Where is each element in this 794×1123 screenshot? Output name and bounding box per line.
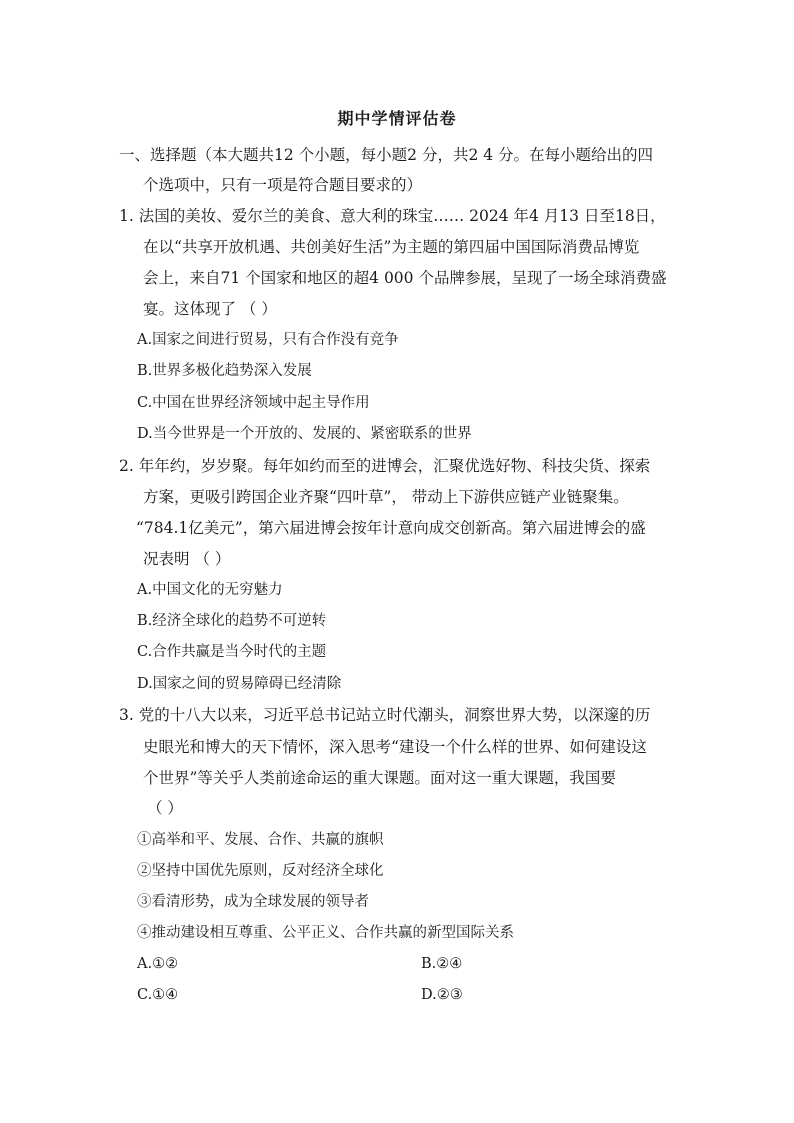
question-1-line-4: 宴。这体现了 （ ） [143,300,277,318]
question-3-item-2: ②坚持中国优先原则，反对经济全球化 [137,863,384,879]
question-2-line-3: “784.1亿美元”，第六届进博会按年计意向成交创新高。第六届进博会的盛 [136,519,646,537]
question-1-option-a: A.国家之间进行贸易，只有合作没有竞争 [137,332,399,348]
question-2-option-c: C.合作共赢是当今时代的主题 [137,644,327,660]
question-3-item-4: ④推动建设相互尊重、公平正义、合作共赢的新型国际关系 [137,925,514,941]
question-2-line-1: 2. 年年约，岁岁聚。每年如约而至的进博会，汇聚优选好物、科技尖货、探索 [119,457,651,475]
question-3-item-3: ③看清形势，成为全球发展的领导者 [137,894,369,910]
question-3-option-a: A.①② [137,956,179,972]
question-3-option-d: D.②③ [421,987,463,1003]
question-1-option-b: B.世界多极化趋势深入发展 [137,363,312,379]
question-2-option-a: A.中国文化的无穷魅力 [137,582,283,598]
question-2-line-4: 况表明 （ ） [143,550,231,568]
question-3-option-c: C.①④ [137,987,179,1003]
question-3-option-b: B.②④ [421,956,463,972]
question-3-line-4: （ ） [147,799,183,817]
question-3-line-2: 史眼光和博大的天下情怀，深入思考“建设一个什么样的世界、如何建设这 [143,738,647,756]
question-3-line-1: 3. 党的十八大以来，习近平总书记站立时代潮头，洞察世界大势，以深邃的历 [119,706,651,724]
question-1-option-c: C.中国在世界经济领域中起主导作用 [137,395,370,411]
question-1-line-2: 在以“共享开放机遇、共创美好生活”为主题的第四届中国国际消费品博览 [143,238,640,256]
question-3-line-3: 个世界”等关乎人类前途命运的重大课题。面对这一重大课题，我国要 [143,769,616,787]
question-1-line-3: 会上，来自71 个国家和地区的超4 000 个品牌参展，呈现了一场全球消费盛 [143,269,667,287]
question-2-line-2: 方案，更吸引跨国企业齐聚“四叶草”， 带动上下游供应链产业链聚集。 [143,488,629,506]
question-1-option-d: D.当今世界是一个开放的、发展的、紧密联系的世界 [137,426,472,442]
question-2-option-d: D.国家之间的贸易障碍已经清除 [137,676,342,692]
section-heading-line-2: 个选项中，只有一项是符合题目要求的） [143,176,423,194]
section-heading-line-1: 一、选择题（本大题共12 个小题，每小题2 分，共2 4 分。在每小题给出的四 [119,146,654,164]
question-2-option-b: B.经济全球化的趋势不可逆转 [137,613,327,629]
page-title: 期中学情评估卷 [337,109,457,128]
question-1-line-1: 1. 法国的美妆、爱尔兰的美食、意大利的珠宝…… 2024 年4 月13 日至18日， [119,207,666,225]
question-3-item-1: ①高举和平、发展、合作、共赢的旗帜 [137,832,384,848]
